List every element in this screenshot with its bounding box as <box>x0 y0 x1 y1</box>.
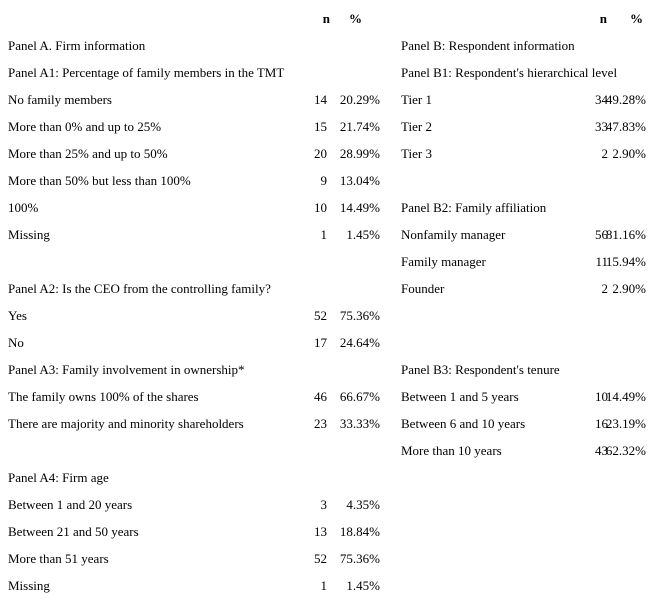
table-row: Tier 3 2 2.90% <box>401 146 646 161</box>
spacer <box>0 437 390 464</box>
table-row: Between 6 and 10 years 16 23.19% <box>401 416 646 431</box>
header-pct: % <box>349 11 362 26</box>
spacer <box>393 167 667 194</box>
table-row: 100% 10 14.49% <box>8 200 380 215</box>
panel-a4-title: Panel A4: Firm age <box>8 470 109 485</box>
header-pct: % <box>630 11 643 26</box>
table-row: No family members 14 20.29% <box>8 92 380 107</box>
table-row: There are majority and minority shareholders 23 33.33% <box>8 416 380 431</box>
table-row: Between 21 and 50 years 13 18.84% <box>8 524 380 539</box>
panel-a3-title: Panel A3: Family involvement in ownership* <box>8 362 245 377</box>
panel-a1-title: Panel A1: Percentage of family members in the TMT <box>8 65 285 80</box>
spacer <box>393 329 667 356</box>
spacer <box>393 302 667 329</box>
table-row: More than 25% and up to 50% 20 28.99% <box>8 146 380 161</box>
table-row: Tier 2 33 47.83% <box>401 119 646 134</box>
table-row: Between 1 and 5 years 10 14.49% <box>401 389 646 404</box>
panel-b-title: Panel B: Respondent information <box>401 38 575 53</box>
table-row: Nonfamily manager 56 81.16% <box>401 227 646 242</box>
panel-a2-title: Panel A2: Is the CEO from the controlling family? <box>8 281 271 296</box>
column-header-row <box>0 5 390 32</box>
panel-a-title: Panel A. Firm information <box>8 38 146 53</box>
panel-b2-title: Panel B2: Family affiliation <box>401 200 547 215</box>
panel-b3-title: Panel B3: Respondent's tenure <box>401 362 560 377</box>
table-row: The family owns 100% of the shares 46 66.67% <box>8 389 380 404</box>
table-row: Founder 2 2.90% <box>401 281 646 296</box>
spacer <box>0 248 390 275</box>
table-row: Missing 1 1.45% <box>8 227 380 242</box>
table-row: Between 1 and 20 years 3 4.35% <box>8 497 380 512</box>
table-row: More than 10 years 43 62.32% <box>401 443 646 458</box>
table-row: Yes 52 75.36% <box>8 308 380 323</box>
table-row: More than 0% and up to 25% 15 21.74% <box>8 119 380 134</box>
table-row: More than 50% but less than 100% 9 13.04% <box>8 173 380 188</box>
table-row: Tier 1 34 49.28% <box>401 92 646 107</box>
panel-b-column <box>393 0 667 464</box>
column-header-row <box>393 5 667 32</box>
table-row: Missing 1 1.45% <box>8 578 380 593</box>
table-row: More than 51 years 52 75.36% <box>8 551 380 566</box>
table-row: No 17 24.64% <box>8 335 380 350</box>
header-n: n <box>599 11 607 26</box>
panel-b1-title: Panel B1: Respondent's hierarchical level <box>401 65 618 80</box>
table-row: Family manager 11 15.94% <box>401 254 646 269</box>
header-n: n <box>322 11 330 26</box>
